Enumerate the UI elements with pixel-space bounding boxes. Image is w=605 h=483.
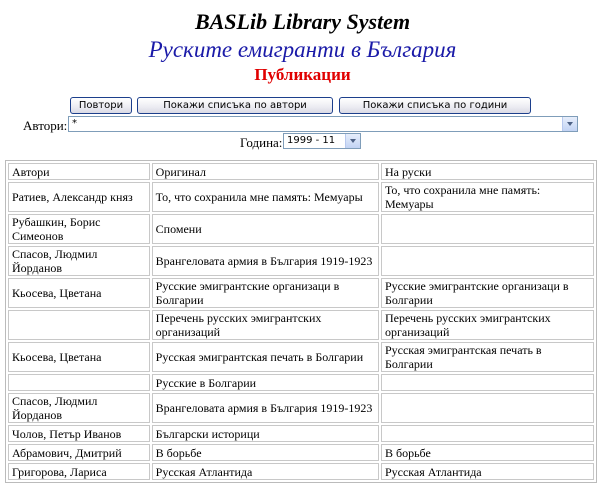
author-cell: Кьосева, Цветана <box>8 278 150 308</box>
authors-label: Автори: <box>23 118 68 133</box>
publications-table <box>5 160 597 483</box>
russian-title-cell: Перечень русских эмигрантских организаций <box>381 310 594 340</box>
author-cell: Григорова, Лариса <box>8 463 150 480</box>
russian-title-cell <box>381 214 594 244</box>
author-cell: Абрамович, Дмитрий <box>8 444 150 461</box>
russian-title-cell <box>381 425 594 442</box>
russian-title-cell: Русская Атлантида <box>381 463 594 480</box>
table-row <box>8 393 594 423</box>
table-row <box>8 444 594 461</box>
system-title: BASLib Library System <box>194 9 411 34</box>
russian-title-cell: В борьбе <box>381 444 594 461</box>
table-row <box>8 246 594 276</box>
page-subtitle: Руските емигранти в България <box>148 37 457 62</box>
table-row <box>8 310 594 340</box>
table-row <box>8 214 594 244</box>
table-row <box>8 182 594 212</box>
repeat-button[interactable]: Повтори <box>70 97 132 114</box>
russian-title-cell <box>381 393 594 423</box>
original-title-cell: В борьбе <box>152 444 379 461</box>
original-title-cell: Русские эмигрантские организаци в Болгарии <box>152 278 379 308</box>
year-label: Година: <box>240 135 283 150</box>
table-header-row <box>8 163 594 180</box>
russian-title-cell: То, что сохранила мне память: Мемуары <box>381 182 594 212</box>
original-title-cell: Перечень русских эмигрантских организаций <box>152 310 379 340</box>
original-title-cell: Врангеловата армия в България 1919-1923 <box>152 393 379 423</box>
section-title: Публикации <box>254 65 351 84</box>
column-header-authors: Автори <box>8 163 150 180</box>
original-title-cell: То, что сохранила мне память: Мемуары <box>152 182 379 212</box>
author-cell <box>8 310 150 340</box>
author-cell: Ратиев, Александр княз <box>8 182 150 212</box>
table-row <box>8 342 594 372</box>
original-title-cell: Врангеловата армия в България 1919-1923 <box>152 246 379 276</box>
authors-select[interactable] <box>68 116 578 132</box>
table-row <box>8 278 594 308</box>
show-by-authors-button[interactable]: Покажи списъка по автори <box>137 97 333 114</box>
russian-title-cell <box>381 246 594 276</box>
author-cell: Чолов, Петър Иванов <box>8 425 150 442</box>
table-row <box>8 463 594 480</box>
original-title-cell: Русские в Болгарии <box>152 374 379 391</box>
author-cell: Спасов, Людмил Йорданов <box>8 246 150 276</box>
authors-select-value: * <box>72 118 77 129</box>
russian-title-cell: Русская эмигрантская печать в Болгарии <box>381 342 594 372</box>
author-cell: Рубашкин, Борис Симеонов <box>8 214 150 244</box>
author-cell: Спасов, Людмил Йорданов <box>8 393 150 423</box>
russian-title-cell <box>381 374 594 391</box>
original-title-cell: Български историци <box>152 425 379 442</box>
original-title-cell: Русская эмигрантская печать в Болгарии <box>152 342 379 372</box>
show-by-years-button[interactable]: Покажи списъка по години <box>339 97 531 114</box>
chevron-down-icon[interactable] <box>345 134 360 148</box>
russian-title-cell: Русские эмигрантские организаци в Болгарии <box>381 278 594 308</box>
table-row <box>8 374 594 391</box>
column-header-russian: На руски <box>381 163 594 180</box>
author-cell: Кьосева, Цветана <box>8 342 150 372</box>
year-select[interactable] <box>283 133 361 149</box>
original-title-cell: Русская Атлантида <box>152 463 379 480</box>
column-header-original: Оригинал <box>152 163 379 180</box>
original-title-cell: Спомени <box>152 214 379 244</box>
chevron-down-icon[interactable] <box>562 117 577 131</box>
table-row <box>8 425 594 442</box>
year-select-value: 1999 - 11 <box>287 135 336 146</box>
author-cell <box>8 374 150 391</box>
